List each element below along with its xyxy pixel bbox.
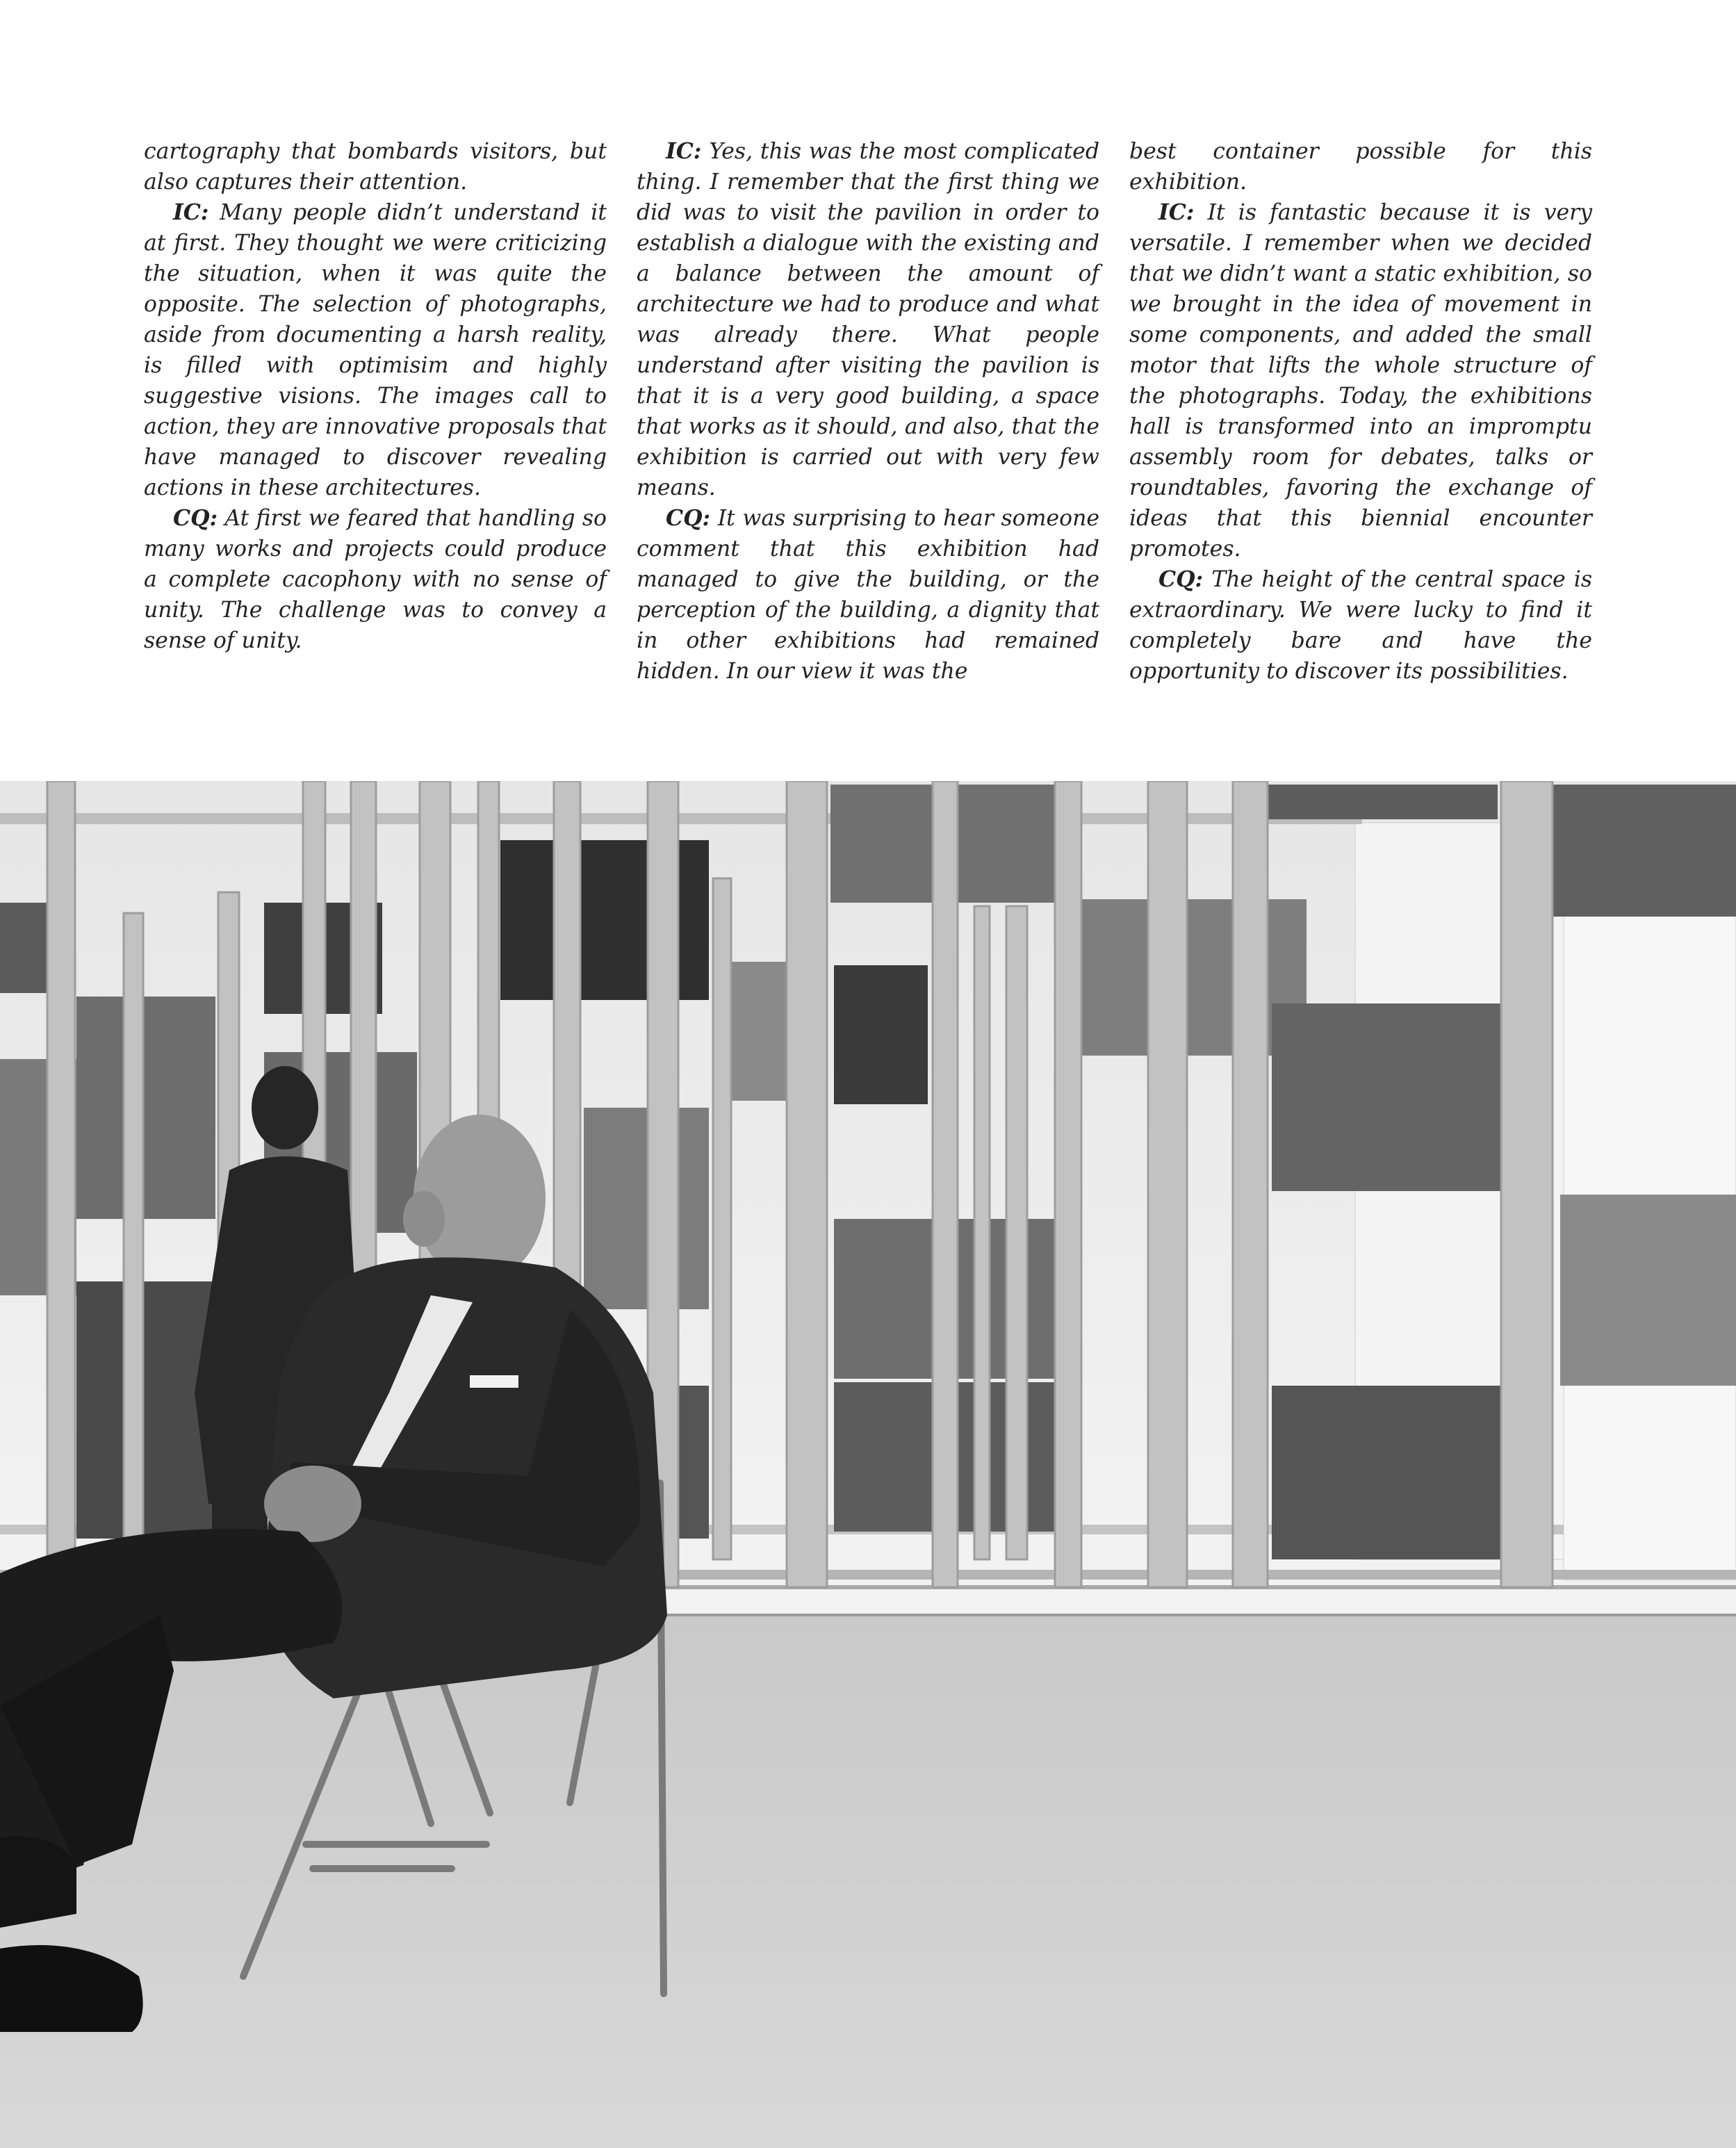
- timber-post: [974, 906, 990, 1559]
- timber-post: [787, 781, 827, 1587]
- timber-post: [1055, 781, 1081, 1587]
- paragraph: [144, 136, 607, 197]
- paragraph-text: Yes, this was the most complicated thing. I remember that the first thing we did was to visit the pavilion in order to establish a dialogue with the existing and a balance between the amount of architecture we had to produce and what was already there. What people understand after visiting the pavilion is that it is a very good building, a space that works as it should, and also, that the exhibition is carried out with very few means.: [637, 139, 1099, 500]
- timber-post: [933, 781, 958, 1587]
- photo-print: [1272, 1003, 1501, 1191]
- paragraph: [637, 136, 1099, 503]
- photo-print: [726, 962, 789, 1101]
- paragraph: [1129, 564, 1592, 687]
- speaker-label: IC:: [173, 199, 209, 225]
- speaker-label: CQ:: [173, 505, 218, 531]
- speaker-label: IC:: [666, 138, 702, 164]
- paragraph-text: The height of the central space is extraordinary. We were lucky to find it completely bare and have the opportunity to discover its possibilities.: [1129, 567, 1592, 684]
- photo-print: [0, 903, 49, 993]
- paragraph-text: cartography that bombards visitors, but also captures their attention.: [144, 139, 607, 195]
- photo-print: [834, 965, 928, 1104]
- speaker-label: CQ:: [666, 505, 711, 531]
- timber-post: [124, 913, 143, 1539]
- paragraph: [1129, 136, 1592, 197]
- photo-print: [76, 997, 215, 1219]
- timber-post: [1233, 781, 1268, 1587]
- photo-print: [1272, 1386, 1501, 1559]
- timber-post: [713, 878, 731, 1559]
- photo-print: [1268, 785, 1498, 819]
- paragraph: [1129, 197, 1592, 564]
- paragraph-text: It is fantastic because it is very versatile. I remember when we decided that we didn’t want a static exhibition, so we brought in the idea of movement in some components, and added the small motor that lifts the whole structure of the photographs. Today, the exhibitions hall is transformed into an impromptu assembly room for debates, talks or roundtables, favoring the exchange of ideas that this biennial encounter promotes.: [1129, 200, 1592, 561]
- paragraph: [144, 503, 607, 656]
- text-column-1: [144, 136, 607, 653]
- timber-post: [47, 781, 75, 1587]
- speaker-label: IC:: [1158, 199, 1195, 225]
- timber-post: [1148, 781, 1187, 1587]
- text-column-2: [637, 136, 1099, 684]
- gallery-floor: [0, 1615, 1736, 2148]
- exhibition-photo: [0, 781, 1736, 2148]
- paragraph: [637, 503, 1099, 687]
- paragraph-text: It was surprising to hear someone comment that this exhibition had managed to give the building, or the perception of the building, a dignity that in other exhibitions had remained hidden. In our view it was the: [637, 506, 1099, 684]
- timber-post: [1006, 906, 1027, 1559]
- speaker-label: CQ:: [1158, 566, 1204, 592]
- photo-print: [1546, 785, 1736, 917]
- article-text: [144, 136, 1592, 684]
- photo-print: [584, 1108, 709, 1309]
- paragraph-text: best container possible for this exhibition.: [1129, 139, 1592, 195]
- paragraph-text: At first we feared that handling so many works and projects could produce a complete cacophony with no sense of unity. The challenge was to convey a sense of unity.: [144, 506, 607, 653]
- photo-print: [76, 1281, 215, 1539]
- text-column-3: [1129, 136, 1592, 684]
- paragraph-text: Many people didn’t understand it at first. They thought we were criticizing the situation, when it was quite the opposite. The selection of photographs, aside from documenting a harsh reality, is filled with optimisim and highly suggestive visions. The images call to action, they are innovative proposals that have managed to discover revealing actions in these architectures.: [144, 200, 607, 500]
- paragraph: [144, 197, 607, 503]
- photo-print: [1560, 1195, 1736, 1386]
- exhibition-photo-illustration: [0, 781, 1736, 2148]
- timber-post: [1501, 781, 1553, 1587]
